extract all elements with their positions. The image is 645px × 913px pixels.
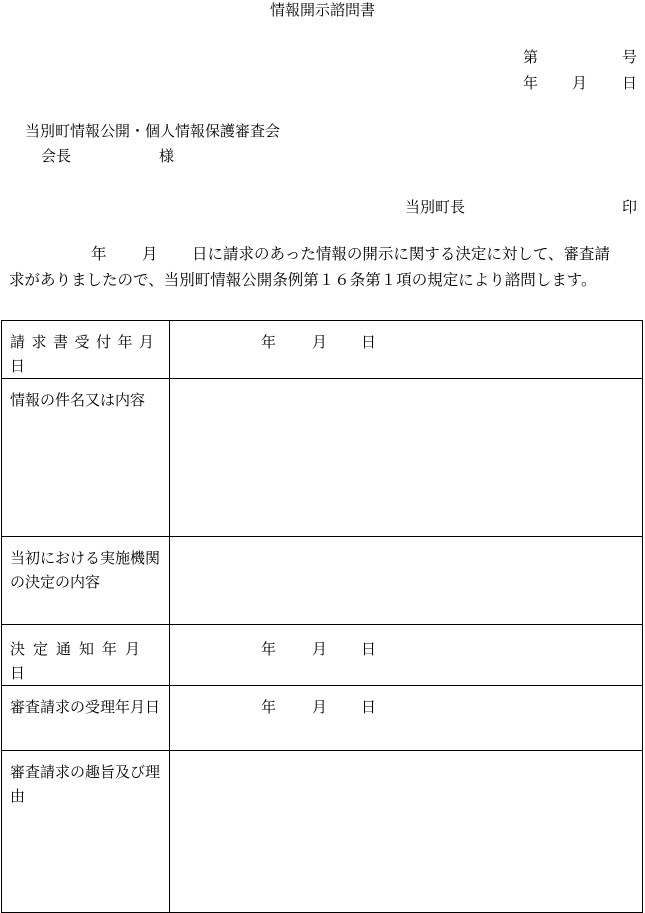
receipt-day: 日 xyxy=(361,333,377,351)
date-day-label: 日 xyxy=(622,74,638,92)
receipt-date-value[interactable] xyxy=(170,321,643,379)
table-row xyxy=(2,751,643,913)
review-reason-value[interactable] xyxy=(170,751,643,913)
addressee-sama: 様 xyxy=(159,147,175,165)
initial-decision-value[interactable] xyxy=(170,537,643,625)
seal-mark: 印 xyxy=(622,198,638,216)
review-accept-date-value[interactable] xyxy=(170,686,643,751)
review-accept-date-label: 審査請求の受理年月日 xyxy=(2,686,170,751)
date-month-label: 月 xyxy=(572,74,588,92)
initial-decision-label: 当初における実施機関の決定の内容 xyxy=(2,537,170,625)
inquiry-form-table xyxy=(1,320,643,913)
body-month: 月 xyxy=(142,245,158,263)
document-title: 情報開示諮問書 xyxy=(269,1,375,19)
table-row xyxy=(2,379,643,537)
addressee-chair: 会長 xyxy=(41,147,72,165)
accept-month: 月 xyxy=(312,698,328,716)
notice-year: 年 xyxy=(261,640,277,658)
date-year-label: 年 xyxy=(523,74,539,92)
body-year: 年 xyxy=(91,245,107,263)
receipt-date-label: 請求書受付年月日 xyxy=(2,321,170,379)
decision-notice-date-label: 決定通知年月日 xyxy=(2,625,170,686)
info-subject-label: 情報の件名又は内容 xyxy=(2,379,170,537)
table-row xyxy=(2,625,643,686)
sender-name: 当別町長 xyxy=(405,198,466,216)
accept-year: 年 xyxy=(261,698,277,716)
body-line1-rest: 日に請求のあった情報の開示に関する決定に対して、審査請 xyxy=(192,245,611,263)
body-line2: 求がありましたので、当別町情報公開条例第１６条第１項の規定により諮問します。 xyxy=(9,271,597,289)
number-label-dai: 第 xyxy=(523,48,539,66)
table-row xyxy=(2,321,643,379)
receipt-year: 年 xyxy=(261,333,277,351)
notice-day: 日 xyxy=(361,640,377,658)
decision-notice-date-value[interactable] xyxy=(170,625,643,686)
table-row xyxy=(2,686,643,751)
review-reason-label: 審査請求の趣旨及び理由 xyxy=(2,751,170,913)
number-label-go: 号 xyxy=(622,48,638,66)
accept-day: 日 xyxy=(361,698,377,716)
receipt-month: 月 xyxy=(312,333,328,351)
table-row xyxy=(2,537,643,625)
addressee-line1: 当別町情報公開・個人情報保護審査会 xyxy=(25,122,281,140)
notice-month: 月 xyxy=(312,640,328,658)
info-subject-value[interactable] xyxy=(170,379,643,537)
